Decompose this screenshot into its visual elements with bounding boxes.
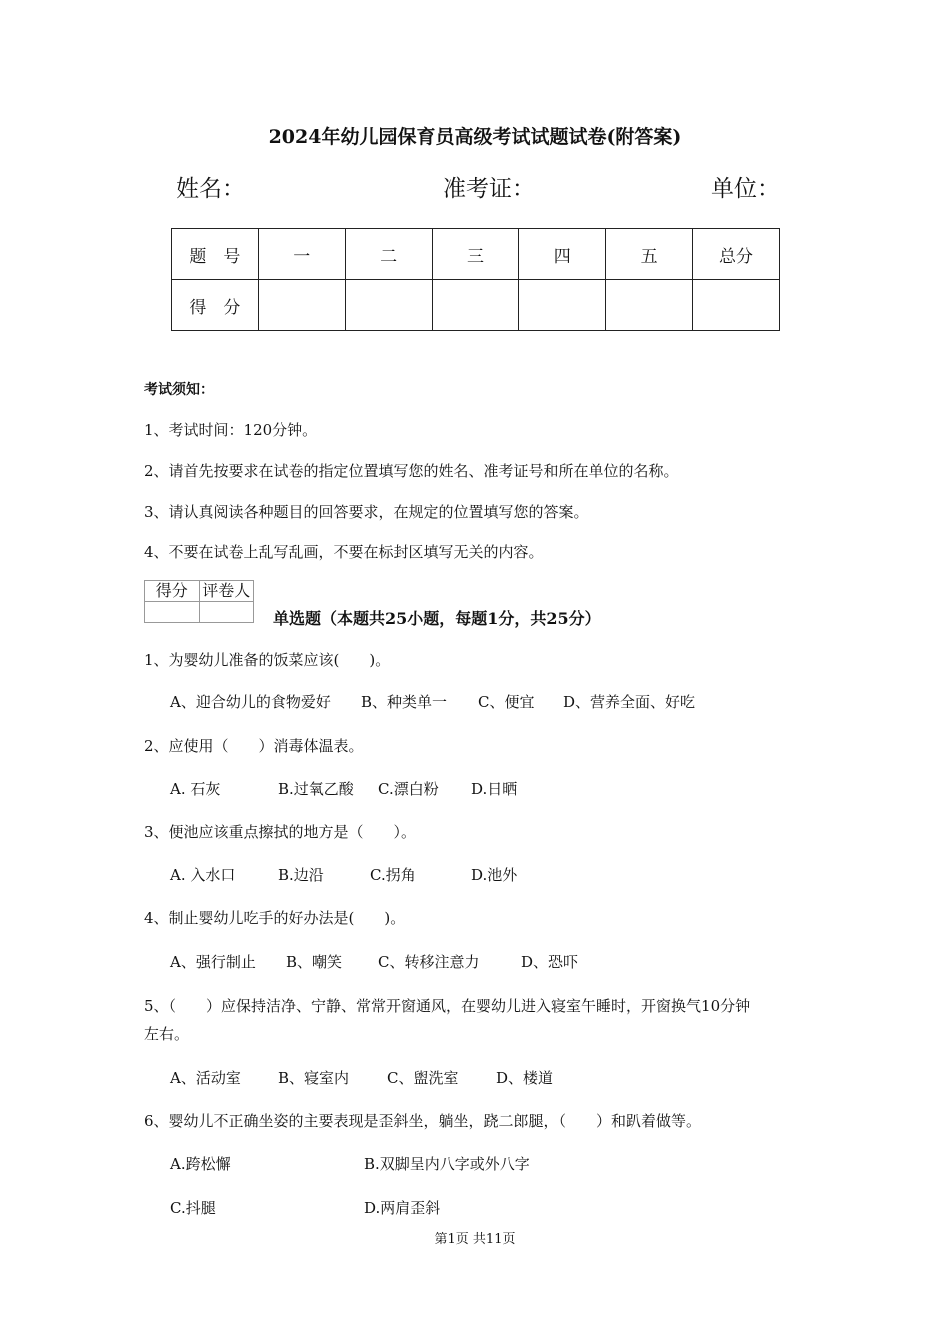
answer-option[interactable]: B、种类单一: [361, 693, 448, 711]
page-footer: 第1页 共11页: [434, 1232, 516, 1247]
score-row-label: 得 分: [172, 280, 259, 331]
grader-name-input[interactable]: [199, 602, 254, 623]
answer-option[interactable]: A、强行制止: [170, 953, 256, 971]
score-header-cell: 题 号: [172, 229, 259, 280]
answer-option[interactable]: A、活动室: [170, 1069, 241, 1087]
grader-name-label: 评卷人: [199, 581, 254, 602]
name-field-label: 姓名：: [176, 176, 245, 202]
score-input-cell[interactable]: [345, 280, 432, 331]
score-header-cell: 三: [432, 229, 519, 280]
score-table-header-row: [172, 229, 780, 280]
section-title: 单选题（本题共25小题，每题1分，共25分）: [273, 609, 601, 628]
question-stem: 1、为婴幼儿准备的饭菜应该( )。: [144, 651, 391, 669]
question-stem: 3、便池应该重点擦拭的地方是（ ）。: [144, 823, 417, 841]
answer-option[interactable]: A.跨松懈: [170, 1155, 231, 1173]
question-stem: 5、（ ）应保持洁净、宁静、常常开窗通风，在婴幼儿进入寝室午睡时，开窗换气10分钟: [144, 997, 751, 1015]
answer-option[interactable]: C.抖腿: [170, 1199, 216, 1217]
answer-option[interactable]: B.边沿: [278, 866, 324, 884]
grader-score-label: 得分: [145, 581, 200, 602]
answer-option[interactable]: C.漂白粉: [378, 780, 439, 798]
answer-option[interactable]: A. 入水口: [170, 866, 236, 884]
score-header-cell: 一: [258, 229, 345, 280]
answer-option[interactable]: C.拐角: [370, 866, 416, 884]
unit-field-label: 单位：: [711, 176, 780, 202]
answer-option[interactable]: D.日晒: [471, 780, 518, 798]
answer-option[interactable]: B、嘲笑: [286, 953, 343, 971]
answer-option[interactable]: D、恐吓: [521, 953, 579, 971]
score-table-score-row: [172, 280, 780, 331]
notice-item: 4、不要在试卷上乱写乱画，不要在标封区填写无关的内容。: [144, 543, 544, 561]
notice-item: 3、请认真阅读各种题目的回答要求，在规定的位置填写您的答案。: [144, 503, 589, 521]
answer-option[interactable]: B、寝室内: [278, 1069, 350, 1087]
question-stem: 2、应使用（ ）消毒体温表。: [144, 737, 364, 755]
score-input-cell[interactable]: [693, 280, 780, 331]
grader-box: [144, 580, 254, 623]
question-stem: 6、婴幼儿不正确坐姿的主要表现是歪斜坐，躺坐，跷二郎腿，（ ）和趴着做等。: [144, 1112, 702, 1130]
score-header-cell: 总分: [693, 229, 780, 280]
document-title: 2024年幼儿园保育员高级考试试题试卷(附答案): [268, 126, 682, 148]
answer-option[interactable]: D.池外: [471, 866, 518, 884]
score-header-cell: 四: [519, 229, 606, 280]
answer-option[interactable]: B.过氧乙酸: [278, 780, 354, 798]
answer-option[interactable]: C、便宜: [478, 693, 535, 711]
score-input-cell[interactable]: [258, 280, 345, 331]
answer-option[interactable]: C、盥洗室: [387, 1069, 459, 1087]
score-input-cell[interactable]: [606, 280, 693, 331]
notice-item: 1、考试时间：120分钟。: [144, 421, 318, 439]
score-input-cell[interactable]: [432, 280, 519, 331]
answer-option[interactable]: A、迎合幼儿的食物爱好: [170, 693, 331, 711]
exam-number-field-label: 准考证：: [443, 176, 535, 202]
answer-option[interactable]: D.两肩歪斜: [364, 1199, 441, 1217]
score-header-cell: 五: [606, 229, 693, 280]
answer-option[interactable]: A. 石灰: [170, 780, 221, 798]
notice-heading: 考试须知：: [144, 382, 214, 398]
grader-score-input[interactable]: [145, 602, 200, 623]
answer-option[interactable]: C、转移注意力: [378, 953, 480, 971]
answer-option[interactable]: D、楼道: [496, 1069, 554, 1087]
answer-option[interactable]: D、营养全面、好吃: [563, 693, 696, 711]
score-table: [171, 228, 780, 331]
question-stem-continued: 左右。: [144, 1025, 190, 1043]
question-stem: 4、制止婴幼儿吃手的好办法是( )。: [144, 909, 406, 927]
notice-item: 2、请首先按要求在试卷的指定位置填写您的姓名、准考证号和所在单位的名称。: [144, 462, 679, 480]
score-input-cell[interactable]: [519, 280, 606, 331]
answer-option[interactable]: B.双脚呈内八字或外八字: [364, 1155, 530, 1173]
score-header-cell: 二: [345, 229, 432, 280]
